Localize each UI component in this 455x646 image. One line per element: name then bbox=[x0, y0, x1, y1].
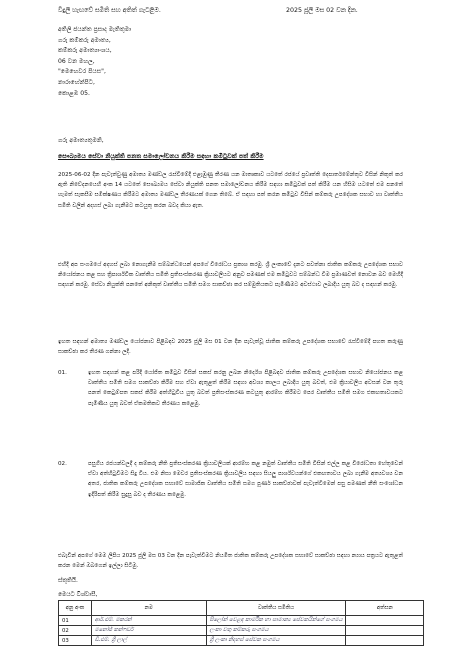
address-line: නාරාහේන්පිට, bbox=[58, 78, 95, 86]
item-text: පසුගිය රජයන්වලදී ද කම්කරු නීති ප්‍රතිසංස්කරණ ක්‍රියාවලියක් ආරම්භ කළ නමුත් වෘත්තීය සමිති විසින් එල්ල කළ විරෝධතා හේතුවෙන් ඒවා අත්හිටුවීමට සිදු විය. එම නිසා මෙවර ප්‍රතිසංස්කරණ ක්‍රියාවලිය සඳහා සියලු පාර්ශ්වයන්ගේ එකඟතාවය ලබා ගැනීම අත්‍යවශ්‍ය වන අතර, ජාතික කම්කරු උපදේශක සභාවේ සාමාජික වෘත්තීය සමිති සමග පූර්ණ සාකච්ඡාවක් පැවැත්වීමෙන් පසු පමණක් නීති සංශෝධන ඉදිරිපත් කිරීම සුදුසු බව ද තීරණය කළෙමු. bbox=[88, 461, 403, 498]
address-line: ගරු කම්කරු අමාත්‍ය, bbox=[58, 36, 111, 44]
item-number: 01. bbox=[58, 370, 67, 376]
address-line: "මෙහෙවර පියස", bbox=[58, 68, 106, 76]
cell-name: ආර්.එම්. මකරන් bbox=[91, 616, 206, 626]
closing-line: මෙයට විශ්වාසී, bbox=[58, 592, 98, 598]
signatory-table bbox=[58, 600, 424, 646]
sender-header: විදුලි හැඟවේ සමිති සහ අතිත් ගැටළිම. bbox=[58, 7, 161, 14]
header-name: නම bbox=[91, 601, 206, 616]
cell-name: ඩී.එම්. ශ්‍රී ලාල් bbox=[91, 636, 206, 646]
numbered-item-1 bbox=[58, 368, 403, 450]
header-signature: අත්සන bbox=[346, 601, 424, 616]
cell-union: ශ්‍රී ලංකා නිදහස් සේවක සංගමය bbox=[206, 636, 346, 646]
table-header-row bbox=[59, 601, 424, 616]
cell-serial: 03 bbox=[59, 636, 92, 646]
numbered-item-2 bbox=[58, 459, 403, 543]
recipient-address bbox=[58, 25, 131, 99]
address-line: කම්කරු අමාත්‍යාංශය, bbox=[58, 47, 112, 55]
cell-name: මනෝජ් කන්ෆර්ඩ bbox=[91, 626, 206, 636]
table-row bbox=[59, 626, 424, 636]
cell-signature bbox=[346, 626, 424, 636]
cell-union: ලංකා වතු කම්කරු සංගමය bbox=[206, 626, 346, 636]
body-paragraph-4: එබැවින් අපගේ මෙම ලිපිය 2025 ජූලි මස 03 වන දින පැවැත්වීමට නියමිත ජාතික කම්කරු උපදේශක සභාවේ සාකච්ඡා සඳහා න්‍යාය පත්‍රයට ඇතුළත් කරන මෙන් ඔබගෙන් ඉල්ලා සිටිමු. bbox=[58, 553, 403, 570]
letter-date: 2025 ජූලි මස 02 වන දින. bbox=[286, 7, 358, 14]
address-line: කොළඹ 05. bbox=[58, 89, 90, 97]
table-row bbox=[59, 616, 424, 626]
cell-signature bbox=[346, 636, 424, 646]
cell-union: සිලෝන් වෙළඳ කාර්මික හා සාමාන්‍ය සේවකයින්ගේ සංගමය bbox=[206, 616, 346, 626]
salutation: ගරු අමාත්‍යතුමනි, bbox=[58, 137, 104, 144]
thanks-line: ස්තුතියි. bbox=[58, 578, 78, 584]
address-line: 06 වන මහල, bbox=[58, 57, 95, 65]
subject-line: සෞඛ්‍යමය සේවා නියුක්ති පනත සමාලෝචනය කිරීම සඳහා කමිටුවක් පත් කිරීම bbox=[58, 153, 264, 160]
body-paragraph-1: 2025-06-02 දින පැවැත්වුණු අමාත්‍ය මණ්ඩල රැස්වීමේදී එළැඹුණු තීරණ යන මාතෘකාව යටතේ රජයේ ප්‍රවෘත්ති දෙපාර්තමේන්තුව විසින් නිකුත් කර ඇති නිවේදනයෙහි අංක 14 යටතේ සෞඛ්‍යමය සේවා නියුක්ති පනත සමාලෝචනය කිරීම සඳහා කමිටුවක් පත් කිරීම යන හිසිම යටතේ එම පනතේ හැමත් සැකසීම සමීක්ෂණය කිරීමට අමාත්‍ය මණ්ඩල තීරණයක් ගෙන තිබේ. ඒ සඳහා පත් කරන කමිටුව විසින් කම්කරු උපදේශක සභාව හා වෘත්තීය සමිති වලින් අදහස් ලබා ගැනීමට කටයුතු කරන බවද කියා ඇත. bbox=[58, 172, 403, 209]
header-union: වෘත්තීය සමිතිය bbox=[206, 601, 346, 616]
body-paragraph-3: ඉහත සඳහන් අමාත්‍ය මණ්ඩල යෝජනාව පිළිබඳව 2025 ජූලි මස 01 වන දින පැවැත්වූ ජාතික කම්කරු උපදේශක සභාවේ රැස්වීමේදී පහත කරුණු සාකච්ඡා කර තීරණ ගන්නා ලදී. bbox=[58, 339, 403, 356]
cell-serial: 01 bbox=[59, 616, 92, 626]
item-number: 02. bbox=[58, 461, 67, 467]
cell-signature bbox=[346, 616, 424, 626]
address-line: අතිලි ජයන්ත ප්‍රසාද මැතිතුමා bbox=[58, 26, 132, 33]
cell-serial: 02 bbox=[59, 626, 92, 636]
item-text: ඉහත සඳහන් කළ පරිදි යෝජිත කමිටුව විසින් සකස් කරනු ලබන නිර්දේශ පිළිබඳව ජාතික කම්කරු උපදේශක සභාව නියෝජනය කළ වෘත්තීය සමිති සමග සාකච්ඡා කිරීම සහ ඒවා ඇතුළත් කිරීම සඳහා අවශ්‍ය කාලය ලබාදිය යුතු බවත්, එම ක්‍රියාවලිය අවසන් වන තුරු පනත් කෙටුම්පත සකස් කිරීම අත්හිටුවිය යුතු බවත් ප්‍රතිසංස්කරණ කටයුතු ආරම්භ කිරීමට පෙර වෘත්තීය සමිති සමග එකඟතාවයකට පැමිණිය යුතු බවත් ඒකමතිකව තීරණය කළෙමු. bbox=[88, 370, 403, 407]
body-paragraph-2: එහිදී අප සංගමයේ අදහස් ලබා නොගැනීම සම්බන්ධයෙන් අපගේ විරෝධය ප්‍රකාශ කරමු. ශ්‍රී ලංකාවේ දැනට පවත්නා ජාතික කම්කරු උපදේශක සභාව නියෝජනය කළ සහ ත්‍රිපාර්ශ්වික වෘත්තීය සමිති ප්‍රතිසංස්කරණ ක්‍රියාවලියට අනුව පමණක් එම කමිටුවට සම්බන්ධ වීම ප්‍රමාණවත් නොවන බව මෙහිදී සඳහන් කරමු. සේවා නියුක්ති පනතේ අනිකුත් වෘත්තීය සමිති සමග සාකච්ඡා කර සම්මුතියකට පැමිණීමට අවස්ථාව ලබාදිය යුතු බව ද සඳහන් කරමු. bbox=[58, 262, 403, 289]
table-row bbox=[59, 636, 424, 646]
header-serial: අනු අංක bbox=[59, 601, 92, 616]
